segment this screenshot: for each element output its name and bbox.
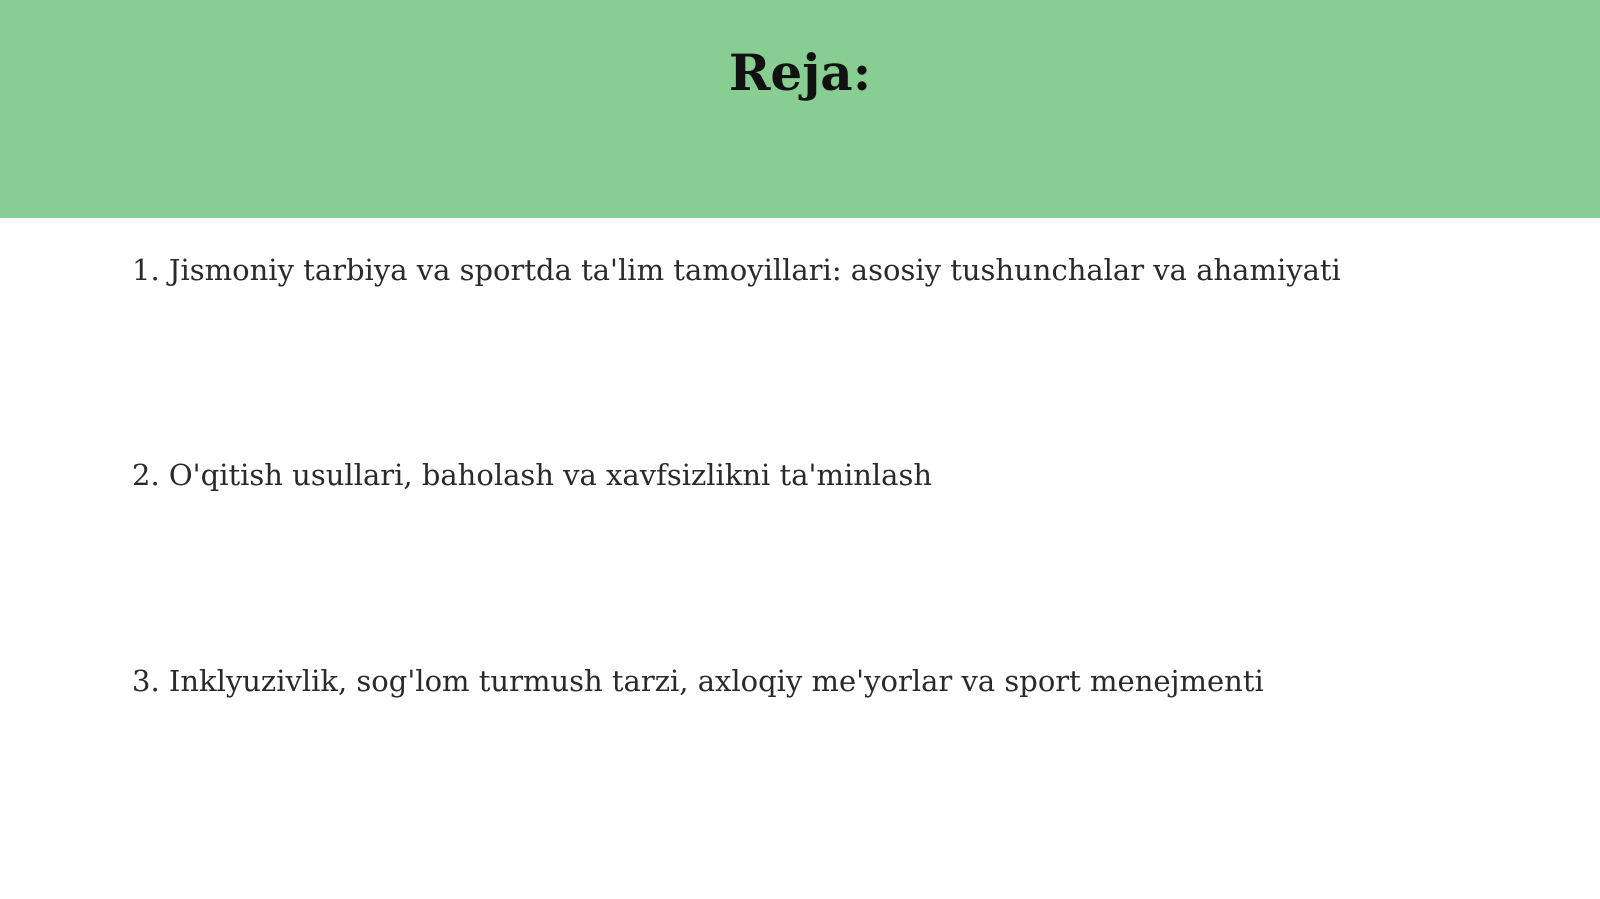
header-band	[0, 0, 1600, 218]
plan-item-3: 3. Inklyuzivlik, sog'lom turmush tarzi, axloqiy me'yorlar va sport menejmenti	[132, 664, 1264, 698]
plan-item-2: 2. O'qitish usullari, baholash va xavfsizlikni ta'minlash	[132, 458, 933, 492]
plan-item-1: 1. Jismoniy tarbiya va sportda ta'lim tamoyillari: asosiy tushunchalar va ahamiyati	[132, 253, 1341, 287]
slide-title: Reja:	[728, 43, 872, 102]
